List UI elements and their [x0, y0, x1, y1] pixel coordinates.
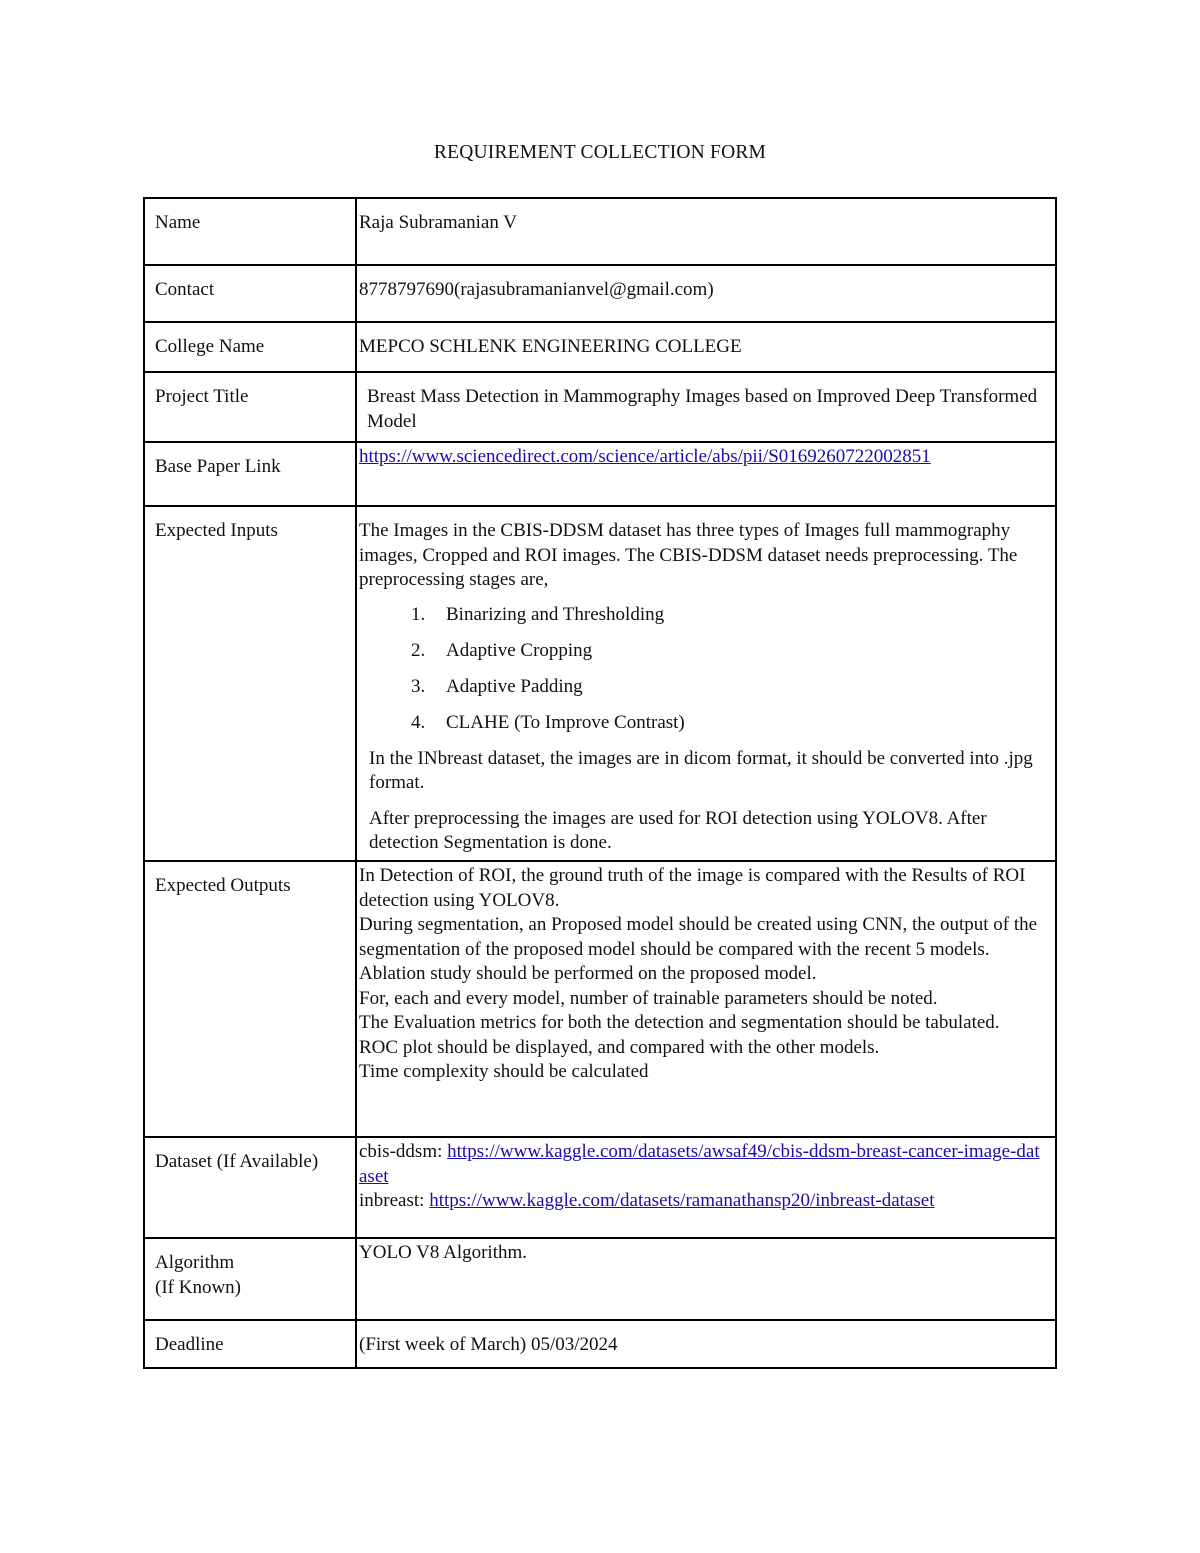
row-algorithm — [144, 1238, 1056, 1320]
base-paper-link[interactable]: https://www.sciencedirect.com/science/article/abs/pii/S0169260722002851 — [359, 446, 931, 467]
value-deadline: (First week of March) 05/03/2024 — [356, 1320, 1056, 1368]
label-algorithm-line1: Algorithm — [155, 1252, 235, 1273]
row-contact — [144, 265, 1056, 322]
row-name — [144, 198, 1056, 265]
step-item: 2. Adaptive Cropping — [430, 639, 1047, 664]
output-line: In Detection of ROI, the ground truth of the image is compared with the Results of ROI detection using YOLOV8. — [359, 865, 1026, 911]
label-deadline: Deadline — [144, 1320, 356, 1368]
value-project-title: Breast Mass Detection in Mammography Images based on Improved Deep Transformed Model — [356, 372, 1056, 442]
row-expected-inputs — [144, 506, 1056, 861]
label-name: Name — [144, 198, 356, 265]
output-line: For, each and every model, number of trainable parameters should be noted. — [359, 987, 938, 1009]
value-dataset — [356, 1137, 1056, 1238]
output-line: Ablation study should be performed on the proposed model. — [359, 963, 817, 984]
output-line: The Evaluation metrics for both the detection and segmentation should be tabulated. — [359, 1012, 1000, 1033]
row-dataset — [144, 1137, 1056, 1238]
inputs-detection-note: After preprocessing the images are used for ROI detection using YOLOV8. After detection Segmentation is done. — [369, 807, 987, 853]
preprocessing-steps — [359, 603, 1047, 736]
output-line: During segmentation, an Proposed model should be created using CNN, the output of the segmentation of the proposed model should be compared with the recent 5 models. — [359, 914, 1038, 960]
output-line: Time complexity should be calculated — [359, 1061, 649, 1082]
row-base-paper — [144, 442, 1056, 506]
value-contact: 8778797690(rajasubramanianvel@gmail.com) — [356, 265, 1056, 322]
cbis-dataset-link[interactable]: https://www.kaggle.com/datasets/awsaf49/cbis-ddsm-breast-cancer-image-dataset — [359, 1141, 1040, 1187]
value-expected-inputs — [356, 506, 1056, 861]
row-expected-outputs — [144, 861, 1056, 1137]
value-name: Raja Subramanian V — [356, 198, 1056, 265]
label-dataset: Dataset (If Available) — [144, 1137, 356, 1238]
output-line: ROC plot should be displayed, and compared with the other models. — [359, 1036, 880, 1058]
label-expected-outputs: Expected Outputs — [144, 861, 356, 1137]
value-expected-outputs — [356, 861, 1056, 1137]
label-algorithm-line2: (If Known) — [155, 1276, 242, 1298]
inbreast-dataset-line — [359, 1189, 1047, 1214]
inputs-intro: The Images in the CBIS-DDSM dataset has three types of Images full mammography images, Cropped and ROI images. The CBIS-DDSM dataset needs preprocessing. The preprocessing stages are, — [359, 520, 1018, 590]
value-base-paper — [356, 442, 1056, 506]
cbis-prefix: cbis-ddsm: — [359, 1141, 448, 1162]
value-algorithm: YOLO V8 Algorithm. — [356, 1238, 1056, 1320]
label-college: College Name — [144, 322, 356, 372]
step-item: 4. CLAHE (To Improve Contrast) — [430, 711, 1047, 736]
step-item: 3. Adaptive Padding — [430, 675, 1047, 700]
inbreast-dataset-link[interactable]: https://www.kaggle.com/datasets/ramanathansp20/inbreast-dataset — [429, 1190, 935, 1211]
label-contact: Contact — [144, 265, 356, 322]
requirement-table — [143, 197, 1057, 1369]
row-deadline — [144, 1320, 1056, 1368]
label-expected-inputs: Expected Inputs — [144, 506, 356, 861]
inbreast-prefix: inbreast: — [359, 1190, 430, 1211]
label-project-title: Project Title — [144, 372, 356, 442]
inputs-inbreast-note: In the INbreast dataset, the images are in dicom format, it should be converted into .jpg format. — [369, 747, 1033, 793]
cbis-dataset-line — [359, 1140, 1047, 1189]
value-college: MEPCO SCHLENK ENGINEERING COLLEGE — [356, 322, 1056, 372]
step-item: 1. Binarizing and Thresholding — [430, 603, 1047, 628]
row-project-title — [144, 372, 1056, 442]
label-algorithm — [144, 1238, 356, 1320]
form-title: REQUIREMENT COLLECTION FORM — [433, 142, 767, 163]
row-college — [144, 322, 1056, 372]
label-base-paper: Base Paper Link — [144, 442, 356, 506]
